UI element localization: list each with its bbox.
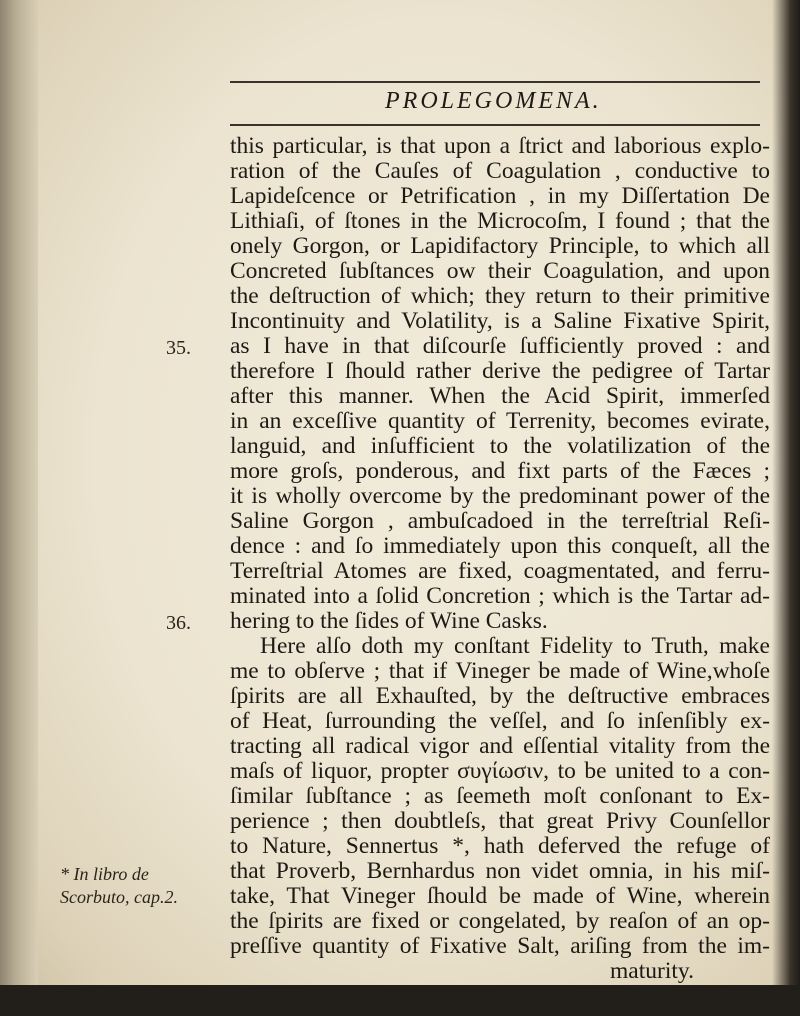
text-line: the deſtruction of which; they return to their primitive <box>230 283 770 309</box>
scan-bottom-edge <box>0 985 800 1016</box>
text-line: that Proverb, Bernhardus non videt omnia, in his miſ- <box>230 858 770 884</box>
text-line: Concreted ſubſtances ow their Coagulation, and upon <box>230 258 770 284</box>
text-line: in an exceſſive quantity of Terrenity, becomes evirate, <box>230 408 770 434</box>
text-line: maturity. <box>610 958 694 984</box>
running-header: PROLEGOMENA. <box>385 88 602 114</box>
text-line: to Nature, Sennertus *, hath deferved the refuge of <box>230 833 770 859</box>
text-line: ration of the Cauſes of Coagulation , conductive to <box>230 158 770 184</box>
text-line: this particular, is that upon a ſtrict and laborious explo- <box>230 133 770 159</box>
margin-number-36: 36. <box>166 612 191 634</box>
text-line: minated into a ſolid Concretion ; which is the Tartar ad- <box>230 583 770 609</box>
text-line: Terreſtrial Atomes are fixed, coagmentated, and ferru- <box>230 558 770 584</box>
text-line: Lapideſcence or Petrification , in my Diſſertation De <box>230 183 770 209</box>
text-line: ſpirits are all Exhauſted, by the deſtructive embraces <box>230 683 770 709</box>
text-line: of Heat, ſurrounding the veſſel, and ſo inſenſibly ex- <box>230 708 770 734</box>
margin-note-line-1: * In libro de <box>60 864 149 884</box>
text-line: dence : and ſo immediately upon this conqueſt, all the <box>230 533 770 559</box>
margin-number-35: 35. <box>166 337 191 359</box>
text-line: more groſs, ponderous, and fixt parts of the Fæces ; <box>230 458 770 484</box>
text-line: tracting all radical vigor and eſſential vitality from the <box>230 733 770 759</box>
text-line: onely Gorgon, or Lapidifactory Principle, to which all <box>230 233 770 259</box>
text-line: take, That Vineger ſhould be made of Wine, wherein <box>230 883 770 909</box>
text-line: the ſpirits are fixed or congelated, by reaſon of an op- <box>230 908 770 934</box>
text-line: Incontinuity and Volatility, is a Saline Fixative Spirit, <box>230 308 770 334</box>
text-line: it is wholly overcome by the predominant power of the <box>230 483 770 509</box>
text-line: as I have in that diſcourſe ſufficiently proved : and <box>230 333 770 359</box>
text-line: therefore I ſhould rather derive the pedigree of Tartar <box>230 358 770 384</box>
text-line: Here alſo doth my conſtant Fidelity to Truth, make <box>260 633 770 659</box>
text-line: hering to the ſides of Wine Casks. <box>230 608 548 634</box>
text-line: Saline Gorgon , ambuſcadoed in the terreſtrial Reſi- <box>230 508 770 534</box>
text-line: after this manner. When the Acid Spirit, immerſed <box>230 383 770 409</box>
text-line: preſſive quantity of Fixative Salt, ariſing from the im- <box>230 933 770 959</box>
margin-note-line-2: Scorbuto, cap.2. <box>60 887 178 907</box>
text-line: ſimilar ſubſtance ; as ſeemeth moſt conſonant to Ex- <box>230 783 770 809</box>
text-line: me to obſerve ; that if Vineger be made of Wine,whoſe <box>230 658 770 684</box>
text-line: maſs of liquor, propter συγίωσιν, to be united to a con- <box>230 758 770 784</box>
text-line: Lithiaſi, of ſtones in the Microcoſm, I found ; that the <box>230 208 770 234</box>
text-line: languid, and inſufficient to the volatilization of the <box>230 433 770 459</box>
text-line: perience ; then doubtleſs, that great Privy Counſellor <box>230 808 770 834</box>
